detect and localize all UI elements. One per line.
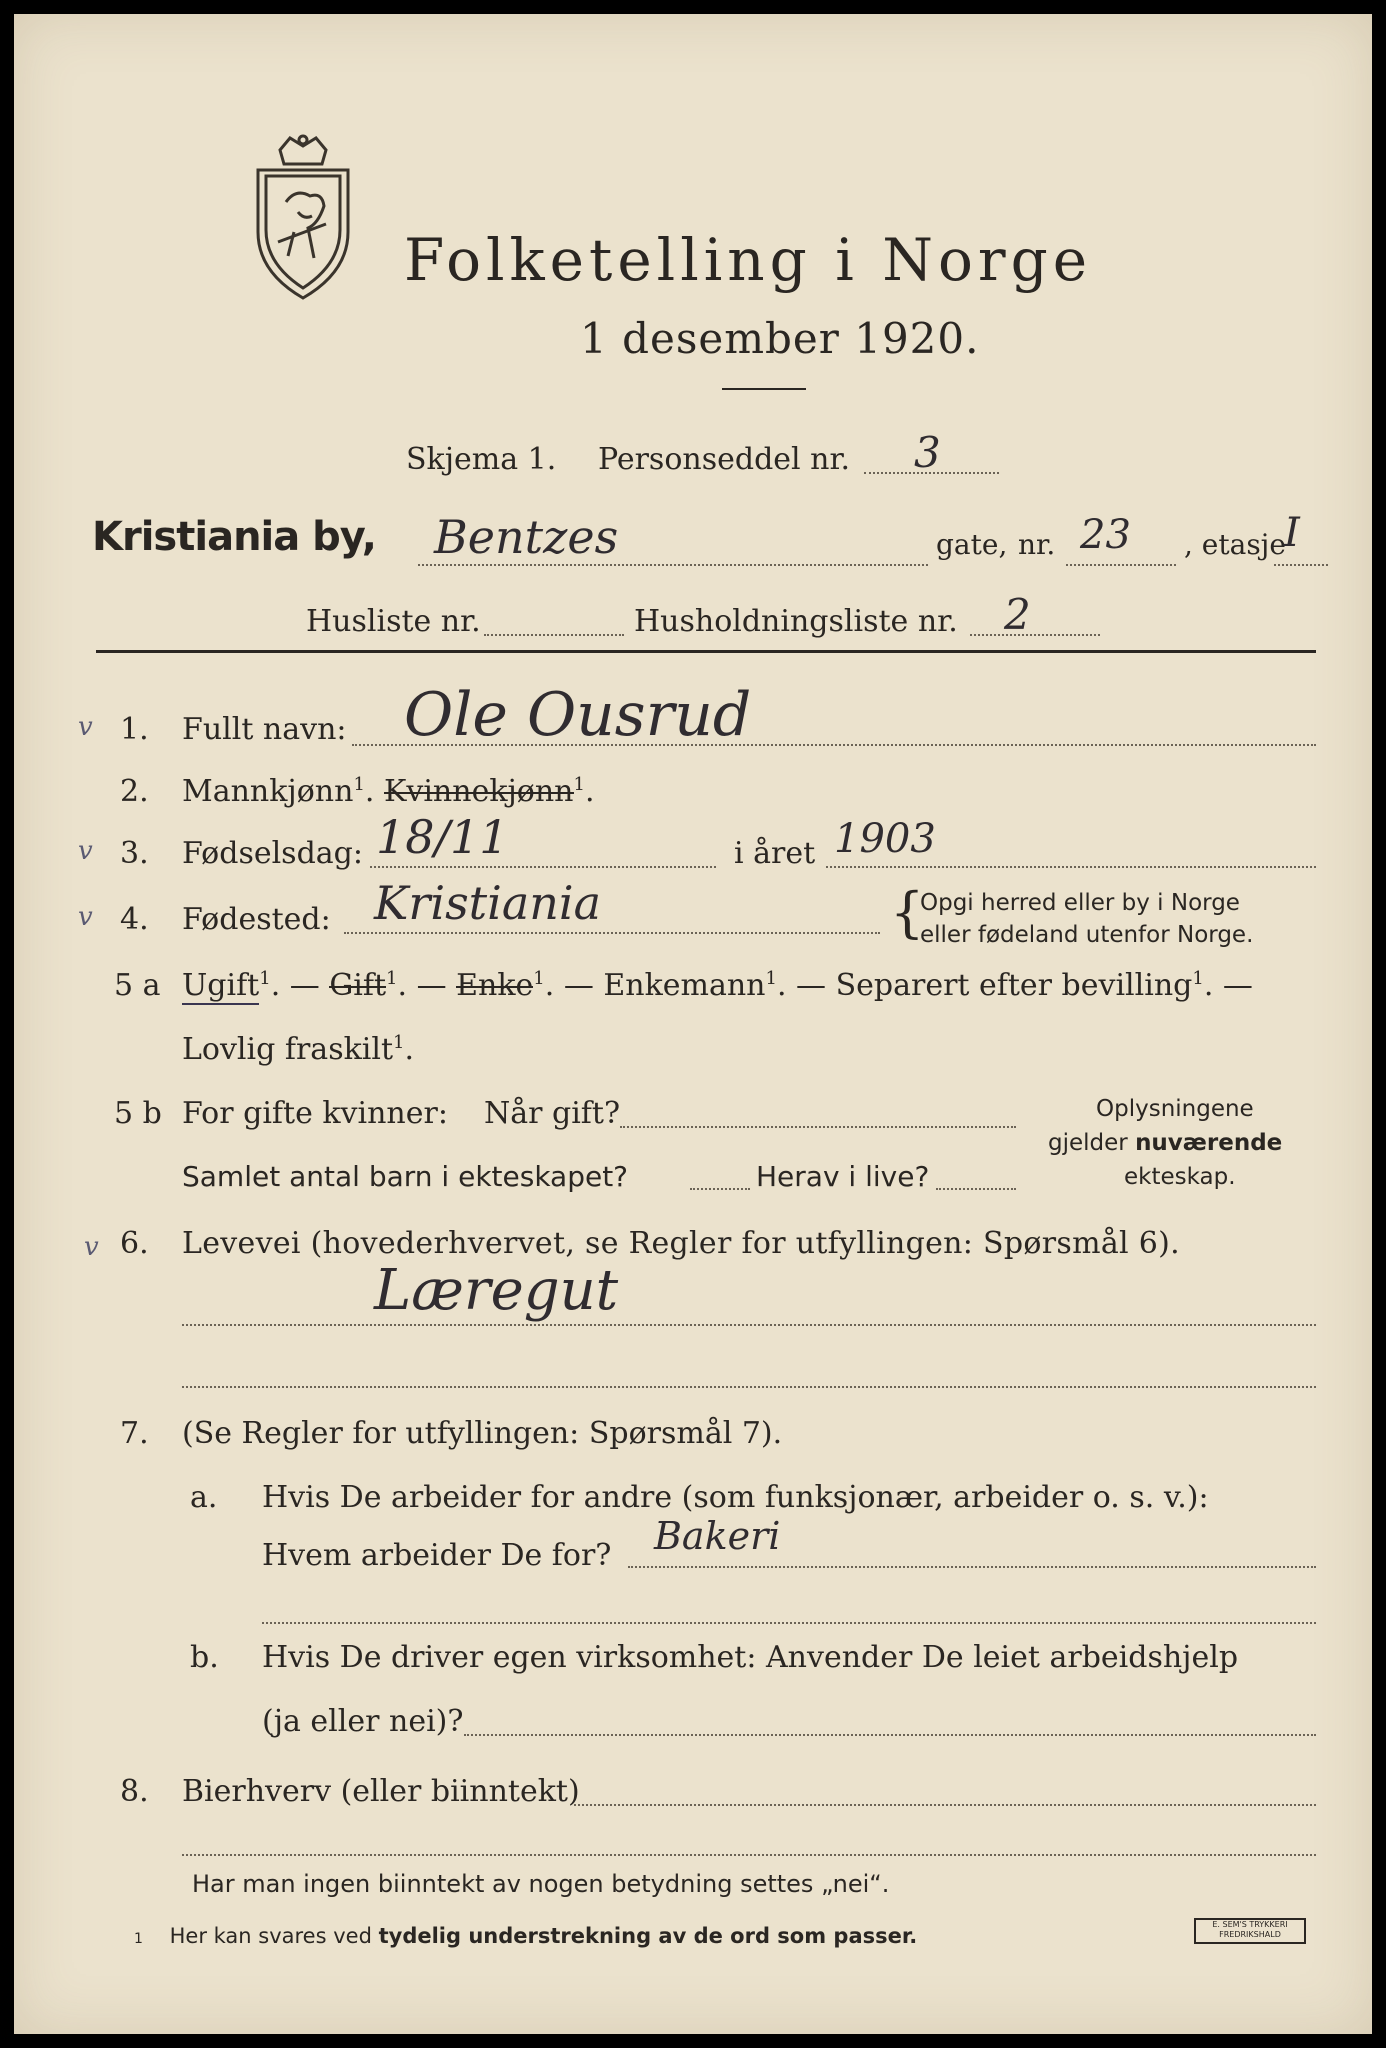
separator-dash: — <box>1222 968 1253 1003</box>
q5a-options: Ugift$^1$. — Gift$^1$. — Enke$^1$. — Enkemann$^1$. — Separert efter bevilling$^1$. — <box>182 968 1253 1003</box>
header-divider <box>96 650 1316 653</box>
q3-year-line <box>826 866 1316 868</box>
coat-of-arms-emblem <box>238 132 368 302</box>
q7b-letter: b. <box>190 1640 219 1675</box>
q8-line <box>574 1804 1316 1806</box>
q6-value[interactable]: Læregut <box>374 1258 619 1323</box>
q8-label: Bierhverv (eller biinntekt) <box>182 1774 580 1809</box>
street-line <box>418 564 928 566</box>
q3-number: 3. <box>120 836 149 871</box>
nr-label: nr. <box>1018 528 1056 561</box>
footnote-ref: 1 <box>533 968 545 989</box>
q5b-barn-label: Samlet antal barn i ekteskapet? <box>182 1160 629 1193</box>
q2-female-option[interactable]: Kvinnekjønn <box>383 774 574 809</box>
gate-label: gate, <box>936 528 1008 561</box>
q5a-enke-option[interactable]: Enke <box>456 968 534 1003</box>
skjema-label: Skjema 1. <box>406 442 557 477</box>
q5a-enkemann-option[interactable]: Enkemann <box>603 968 766 1003</box>
etasje-label: , etasje <box>1184 528 1286 561</box>
q6-line2 <box>182 1386 1316 1388</box>
q5a-fraskilt-option[interactable]: Lovlig fraskilt <box>182 1032 394 1067</box>
printer-stamp <box>1194 1918 1306 1944</box>
footnote-ref: 1 <box>393 1032 405 1053</box>
q4-value[interactable]: Kristiania <box>374 876 602 930</box>
q3-year-value[interactable]: 1903 <box>834 816 936 862</box>
footnote-text: Her kan svares ved <box>169 1924 372 1948</box>
nr-value[interactable]: 23 <box>1080 512 1131 558</box>
separator-dash: — <box>416 968 447 1003</box>
q6-line1 <box>182 1324 1316 1326</box>
husholdning-line <box>970 634 1100 636</box>
q6-label: Levevei (hovederhvervet, se Regler for utfyllingen: Spørsmål 6). <box>182 1226 1180 1261</box>
q2-number: 2. <box>120 774 149 809</box>
footnote-number: 1 <box>134 1931 143 1947</box>
q4-label: Fødested: <box>182 902 331 937</box>
printer-name: E. SEM'S TRYKKERI <box>1212 1920 1288 1929</box>
q6-number: 6. <box>120 1226 149 1261</box>
q1-label: Fullt navn: <box>182 712 347 747</box>
check-mark-q4: v <box>78 902 93 932</box>
etasje-line <box>1274 564 1328 566</box>
city-label: Kristiania by, <box>92 514 376 560</box>
q5a-separert-option[interactable]: Separert efter bevilling <box>835 968 1193 1003</box>
q3-day-line <box>370 866 716 868</box>
q4-note-line2: eller fødeland utenfor Norge. <box>920 922 1254 948</box>
q7a-letter: a. <box>190 1480 218 1515</box>
q7a-text: Hvis De arbeider for andre (som funksjonær, arbeider o. s. v.): <box>262 1480 1209 1515</box>
personseddel-value[interactable]: 3 <box>914 428 941 477</box>
q5b-barn-line <box>690 1188 750 1190</box>
q7b-line <box>464 1734 1316 1736</box>
q5b-levende-line <box>936 1188 1016 1190</box>
q7-label: (Se Regler for utfyllingen: Spørsmål 7). <box>182 1416 783 1451</box>
etasje-value[interactable]: I <box>1284 510 1300 556</box>
q5b-note-line3: ekteskap. <box>1124 1164 1236 1190</box>
street-value[interactable]: Bentzes <box>434 510 619 564</box>
q5a-fraskilt-row: Lovlig fraskilt$^1$. <box>182 1032 415 1067</box>
q1-value[interactable]: Ole Ousrud <box>404 680 752 750</box>
census-form <box>14 14 1372 2034</box>
q5b-note-naavaerende: nuværende <box>1135 1130 1283 1156</box>
husholdning-value[interactable]: 2 <box>1004 590 1031 639</box>
separator-dash: — <box>289 968 320 1003</box>
q7b-question: (ja eller nei)? <box>262 1704 464 1739</box>
q3-value[interactable]: 18/11 <box>376 810 509 864</box>
q4-line <box>344 932 880 934</box>
q2-options: Mannkjønn$^1$. Kvinnekjønn$^1$. <box>182 774 595 809</box>
q5b-note-line2 <box>1048 1130 1282 1156</box>
q8-line2 <box>182 1854 1316 1856</box>
check-mark-q6: v <box>84 1232 99 1262</box>
husliste-label: Husliste nr. <box>306 604 481 639</box>
q7-number: 7. <box>120 1416 149 1451</box>
footnote-ref: 1 <box>1192 968 1204 989</box>
separator-dash: — <box>563 968 594 1003</box>
q5b-naar-gift-label: Når gift? <box>484 1096 621 1131</box>
q5b-note-gjelder: gjelder <box>1048 1130 1128 1156</box>
q2-male-option[interactable]: Mannkjønn <box>182 774 354 809</box>
census-date: 1 desember 1920. <box>580 314 980 363</box>
nei-instruction: Har man ingen biinntekt av nogen betydning settes „nei“. <box>192 1870 890 1898</box>
q3-label: Fødselsdag: <box>182 836 363 871</box>
q5b-number: 5 b <box>114 1096 162 1131</box>
q5a-ugift-option[interactable]: Ugift <box>182 968 260 1003</box>
q7b-text: Hvis De driver egen virksomhet: Anvender De leiet arbeidshjelp <box>262 1640 1239 1675</box>
form-title: Folketelling i Norge <box>404 226 1093 294</box>
husliste-line <box>484 634 624 636</box>
q5b-label: For gifte kvinner: <box>182 1096 448 1131</box>
check-mark-q1: v <box>78 712 93 742</box>
title-divider <box>722 388 806 390</box>
separator-dash: — <box>796 968 827 1003</box>
q7a-line2 <box>262 1622 1316 1624</box>
q8-number: 8. <box>120 1774 149 1809</box>
q4-note-brace: { <box>890 881 925 944</box>
q4-note-line1: Opgi herred eller by i Norge <box>920 890 1240 916</box>
q7a-question: Hvem arbeider De for? <box>262 1538 612 1573</box>
printer-location: FREDRIKSHALD <box>1219 1930 1281 1939</box>
nr-line <box>1066 564 1176 566</box>
footnote <box>134 1924 917 1948</box>
q3-year-label: i året <box>734 836 816 871</box>
footnote-ref: 1 <box>353 774 365 795</box>
q5b-note-line1: Oplysningene <box>1096 1096 1254 1122</box>
q7a-value[interactable]: Bakeri <box>654 1514 781 1558</box>
q4-number: 4. <box>120 902 149 937</box>
husholdning-label: Husholdningsliste nr. <box>634 604 958 639</box>
check-mark-q3: v <box>78 836 93 866</box>
footnote-ref: 1 <box>573 774 585 795</box>
q5b-levende-label: Herav i live? <box>756 1160 930 1193</box>
footnote-ref: 1 <box>386 968 398 989</box>
q1-number: 1. <box>120 712 149 747</box>
footnote-ref: 1 <box>259 968 271 989</box>
footnote-emphasis: tydelig understrekning av de ord som passer. <box>378 1924 918 1948</box>
q5a-number: 5 a <box>114 968 161 1003</box>
q7a-line <box>628 1566 1316 1568</box>
personseddel-label: Personseddel nr. <box>598 442 851 477</box>
q5b-naar-gift-line <box>620 1126 1016 1128</box>
footnote-ref: 1 <box>765 968 777 989</box>
q5a-gift-option[interactable]: Gift <box>329 968 387 1003</box>
